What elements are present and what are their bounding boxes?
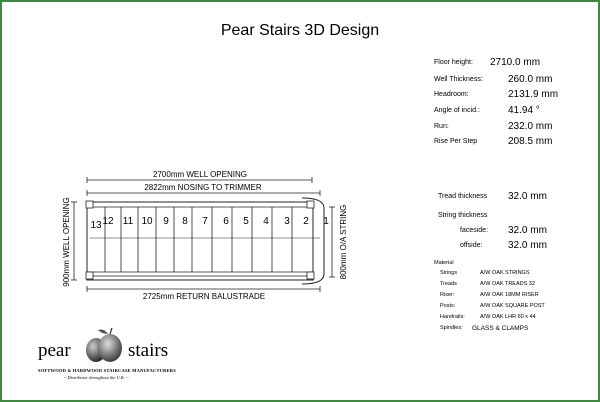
spec-value: 260.0 mm [508,74,553,85]
spec-value: 32.0 mm [508,225,547,236]
material-label: Posts: [440,303,456,309]
logo-tagline: SOFTWOOD & HARDWOOD STAIRCASE MANUFACTURERS [38,368,176,373]
page-title: Pear Stairs 3D Design [220,22,380,39]
material-label: Treads [440,281,457,287]
newel-post-bottom-left [86,272,93,279]
step-number: 3 [284,216,290,227]
spec-value: 2710.0 mm [490,57,541,68]
material-heading-label: Material [434,260,454,266]
material-label: Strings [440,270,458,276]
step-number: 11 [122,216,134,227]
pear-fruit-icon [82,324,126,364]
step-number: 6 [223,216,229,227]
spec-label: Well Thickness: [434,76,483,83]
logo-word-pear: pear [38,340,71,361]
nosing-to-trimmer-label: 2822mm NOSING TO TRIMMER [144,183,262,192]
spec-label: Rise Per Step [434,138,478,145]
right-dimension-label: 800mm O/A STRING [339,204,348,280]
material-value: A/W OAK SQUARE POST [480,303,545,309]
well-opening-label: 2700mm WELL OPENING [153,170,247,179]
spec-label: Tread thickness [438,193,488,200]
step-number: 2 [303,216,309,227]
spec-value: 32.0 mm [508,191,547,202]
step-number: 5 [243,216,249,227]
material-value: GLASS & CLAMPS [472,325,529,332]
logo-subtagline: ~ Distributor throughout the U.K. ~ [64,375,129,380]
left-dimension-label: 900mm WELL OPENING [62,197,71,287]
material-value: A/W OAK LHR 60 x 44 [480,314,536,320]
pear-stairs-logo [38,324,178,394]
material-label: Spindles: [440,325,463,331]
spec-label: offside: [460,242,483,249]
spec-label: Floor height: [434,59,473,66]
step-number: 10 [141,216,153,227]
return-balustrade-label: 2725mm RETURN BALUSTRADE [142,292,266,301]
logo-word-stairs: stairs [128,340,169,361]
spec-label: Headroom: [434,91,469,98]
step-number: 1 [323,216,329,227]
spec-label: String thickness [438,212,488,219]
newel-post-top-left [86,201,93,208]
step-number: 7 [202,216,208,227]
spec-value: 2131.9 mm [508,89,559,100]
step-number: 4 [263,216,269,227]
material-label: Riser: [440,292,455,298]
step-number: 8 [182,216,188,227]
newel-post-bottom-right [307,272,314,279]
step-number: 9 [163,216,169,227]
spec-value: 208.5 mm [508,136,553,147]
spec-label: Angle of incid.: [434,107,480,114]
step-number: 13 [90,220,102,231]
spec-value: 232.0 mm [508,121,553,132]
spec-value: 41.94 ° [508,105,540,116]
material-value: A/W OAK TREADS 32 [480,281,535,287]
spec-label: faceside: [460,227,489,234]
spec-label: Run: [434,123,449,130]
material-label: Handrails: [440,314,465,320]
newel-post-top-right [307,201,314,208]
material-value: A/W OAK STRINGS [480,270,530,276]
material-value: A/W OAK 18MM RISER [480,292,539,298]
step-number: 12 [102,216,114,227]
spec-value: 32.0 mm [508,240,547,251]
